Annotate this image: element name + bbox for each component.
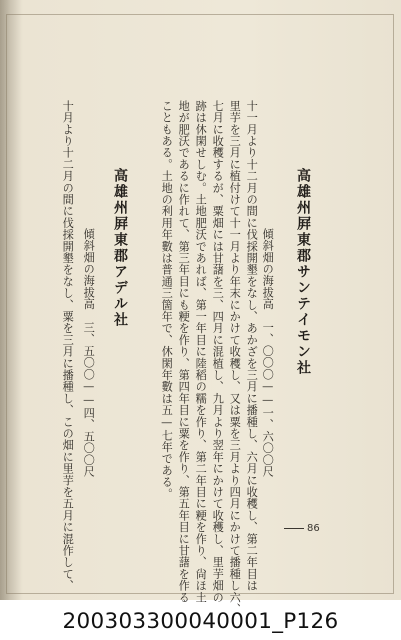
image-id-caption: 200303300040001_P126 [62, 609, 339, 634]
elevation-santeimon: 傾斜畑の海拔高 一、〇〇〇——一、六〇〇尺 [261, 228, 275, 478]
body-line-1: 十一月より十二月の間に伐採開墾をなし、あかざを三月に播種し、六月に收穫し、第二年目は [245, 100, 259, 592]
body-line-7: 十月より十二月の間に伐採開墾をなし、粟を三月に播種し、この畑に里芋を五月に混作して、 [61, 100, 75, 592]
page-number-text: 86 [307, 523, 320, 534]
elevation-aderu: 傾斜畑の海拔高 三、五〇〇——四、五〇〇尺 [82, 228, 96, 478]
body-line-2: 里芋を三月に植付けて十一月より年末にかけて收穫し、又は粟を三月より四月にかけて播種し六、 [228, 100, 242, 615]
body-line-4: 跡は休閑せしむ。土地肥沃であれば、第一年目に陸稻の糯を作り、第二年目に粳を作り、尙ほ土 [194, 100, 208, 604]
page-number [284, 523, 320, 534]
body-line-3: 七月に收穫するが、粟畑には甘藷を三、四月に混植し、九月より翌年にかけて收穫し、里芋畑の [211, 100, 225, 604]
heading-aderu: 高雄州屛東郡アデル社 [112, 168, 128, 328]
page-number-rule [284, 528, 304, 529]
body-line-5: 地が肥沃であるに作れて、第三年目にも粳を作り、第四年目に粟を作り、第五年目に甘藷を作る [177, 100, 191, 604]
heading-santeimon: 高雄州屛東郡サンテイモン社 [295, 168, 311, 376]
body-line-6: こともある。土地の利用年數は普通三箇年で、休閑年數は五—七年である。 [160, 100, 174, 500]
